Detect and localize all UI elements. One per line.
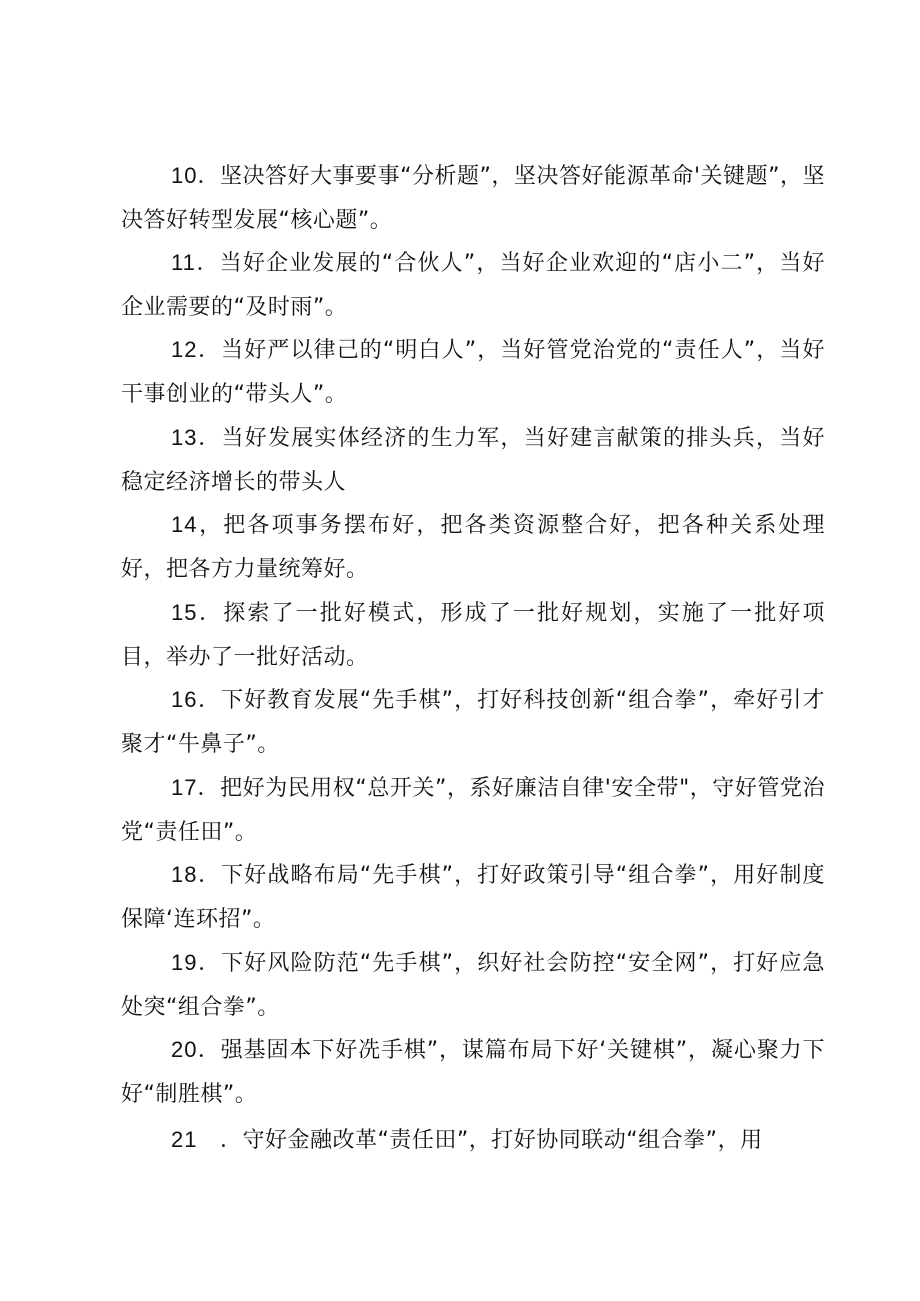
list-item (121, 503, 825, 591)
item-text: ．守好金融改革“责任田”，打好协同联动“组合拳”，用 (197, 1128, 763, 1153)
item-number: 19 (171, 950, 198, 975)
item-text: ．下好教育发展“先手棋”，打好科技创新“组合拳”，牵好引才聚才“牛鼻子”。 (121, 688, 825, 757)
list-item (121, 591, 825, 679)
item-number: 21 (171, 1127, 198, 1152)
item-number: 15 (171, 600, 198, 625)
item-number: 10 (171, 163, 198, 188)
item-text: ．强基固本下好冼手棋”，谋篇布局下好‘关键棋”，凝心聚力下好“制胜棋”。 (121, 1038, 825, 1107)
item-number: 12 (171, 337, 198, 362)
item-text: ．坚决答好大事要事“分析题”，坚决答好能源革命'关键题”，坚决答好转型发展“核心题”。 (121, 164, 825, 233)
list-item (121, 678, 825, 766)
list-item (121, 853, 825, 941)
item-text: ．当好企业发展的“合伙人”，当好企业欢迎的“店小二”，当好企业需要的“及时雨”。 (121, 251, 825, 320)
list-item (121, 328, 825, 416)
list-item (121, 154, 825, 242)
item-text: ，把各项事务摆布好，把各类资源整合好，把各种关系处理好，把各方力量统筹好。 (121, 513, 825, 582)
list-item (121, 766, 825, 854)
item-number: 16 (171, 687, 198, 712)
item-number: 17 (171, 775, 198, 800)
item-number: 18 (171, 862, 198, 887)
item-number: 14 (171, 512, 198, 537)
list-item (121, 941, 825, 1029)
item-number: 20 (171, 1037, 198, 1062)
item-number: 11 (171, 250, 196, 275)
item-text: ．把好为民用权“总开关”，系好廉洁自律'安全带"，守好管党治党“责任田”。 (121, 776, 825, 845)
list-item (121, 416, 825, 504)
item-text: ．当好发展实体经济的生力军，当好建言献策的排头兵，当好稳定经济增长的带头人 (121, 426, 825, 495)
item-number: 13 (171, 425, 198, 450)
item-text: ．当好严以律己的“明白人”，当好管党治党的“责任人”，当好干事创业的“带头人”。 (121, 338, 825, 407)
item-text: ．下好风险防范“先手棋”，织好社会防控“安全网”，打好应急处突“组合拳”。 (121, 951, 825, 1020)
list-item (121, 241, 825, 329)
item-text: ．下好战略布局“先手棋”，打好政策引导“组合拳”，用好制度保障‘连环招”。 (121, 863, 825, 932)
list-item (121, 1118, 825, 1163)
list-item (121, 1028, 825, 1116)
item-text: ．探索了一批好模式，形成了一批好规划，实施了一批好项目，举办了一批好活动。 (121, 601, 825, 670)
